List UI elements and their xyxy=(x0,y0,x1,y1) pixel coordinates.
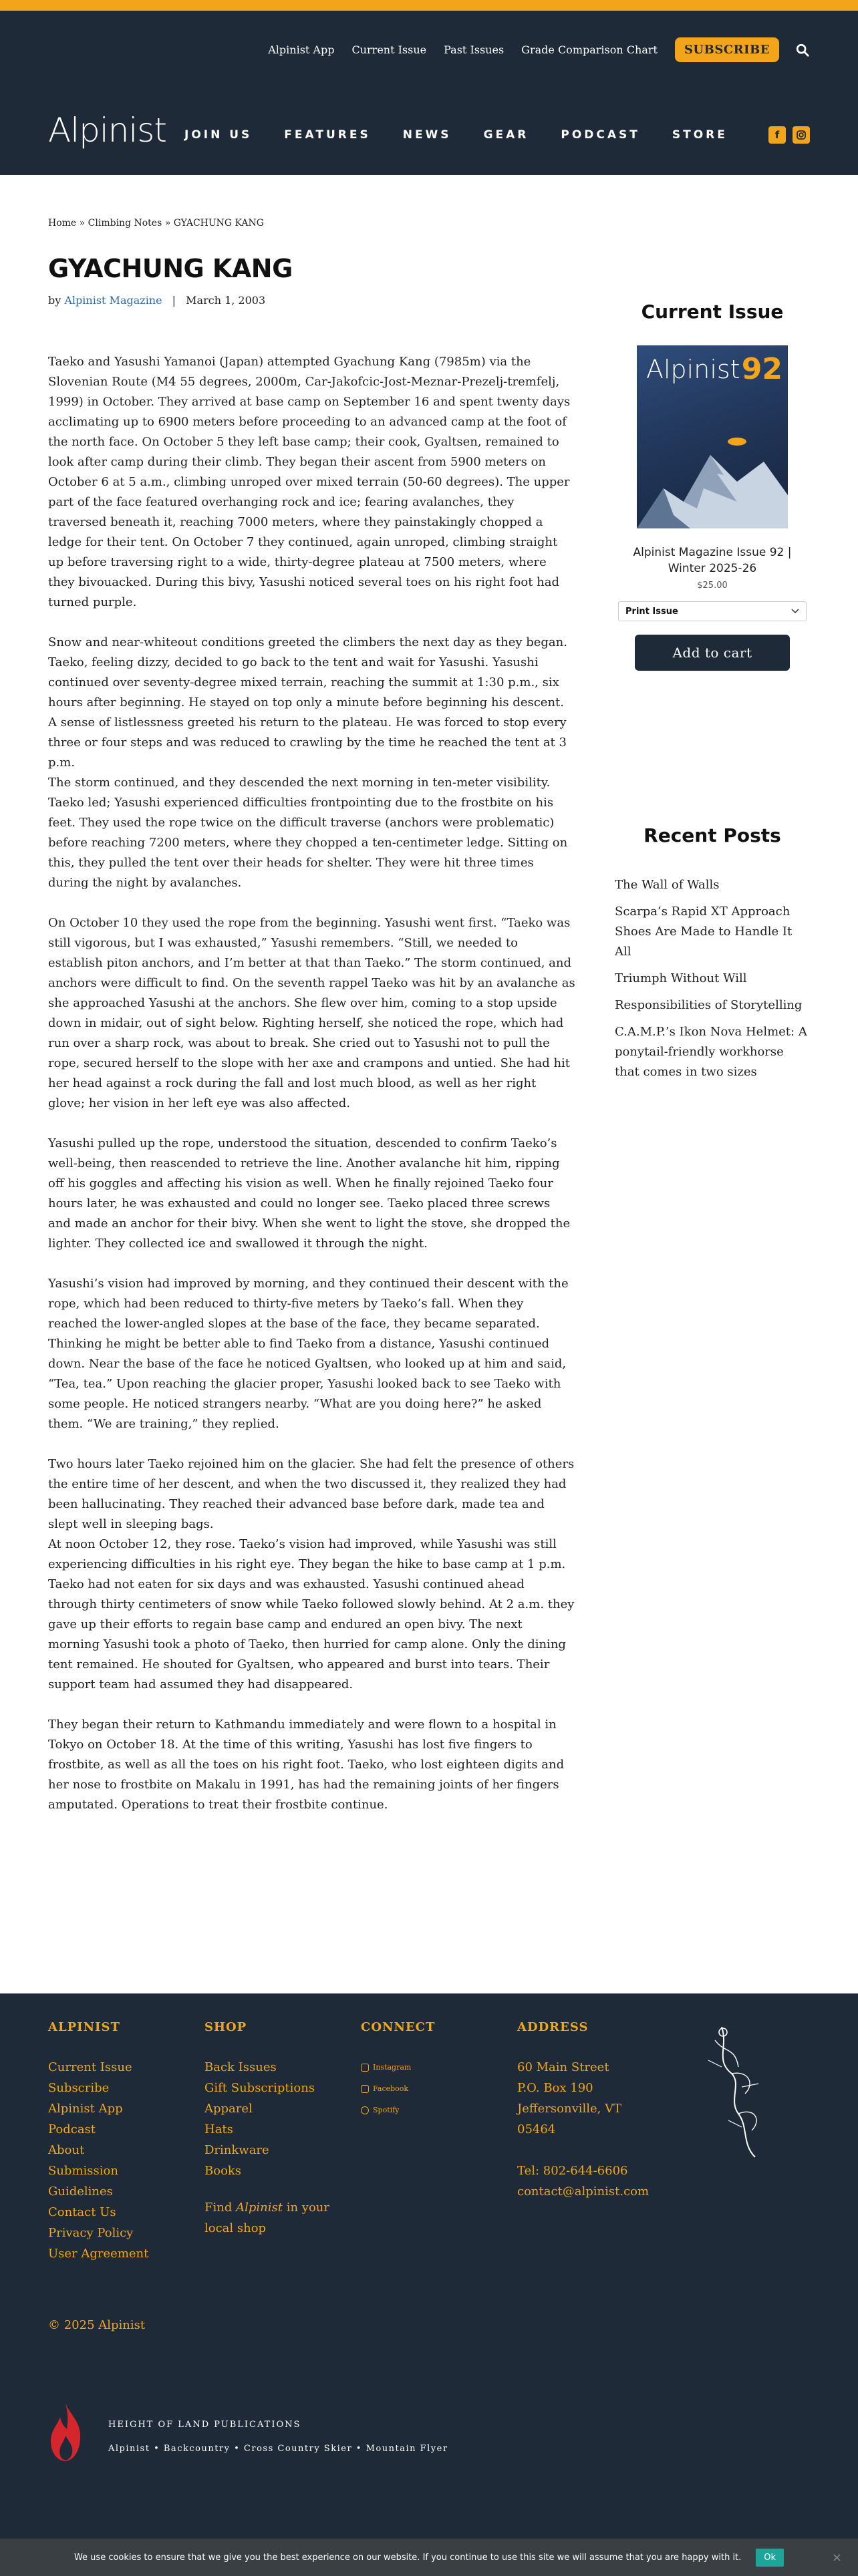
publisher-titles: Alpinist • Backcountry • Cross Country Skier • Mountain Flyer xyxy=(108,2444,448,2454)
facebook-icon xyxy=(361,2085,369,2093)
chevron-down-icon xyxy=(791,609,799,614)
cookie-ok-button[interactable]: Ok xyxy=(756,2549,784,2567)
footer-heading-address: ADDRESS xyxy=(517,2020,589,2034)
subscribe-button[interactable]: SUBSCRIBE xyxy=(675,37,779,62)
site-footer xyxy=(0,1993,858,2576)
author-prefix: by xyxy=(48,294,61,307)
util-link-past-issues[interactable]: Past Issues xyxy=(444,43,505,56)
article-paragraph: Yasushi pulled up the rope, understood the situation, descended to confirm Taeko’s well-being, then reascended to retrieve the line. Another avalanche hit him, ripping off his goggles and affecting his vision as well. When he finally rejoined Taeko four hours later, he was exhausted and could no longer see. Taeko placed three screws and made an anchor for their bivy. When she went to light the stove, she dropped the lighter. They collected ice and swallowed it through the night. xyxy=(48,1136,571,1251)
footer-link-about[interactable]: About xyxy=(48,2143,85,2157)
article-paragraph: Snow and near-whiteout conditions greeted the climbers the next day as they began. Taeko, feeling dizzy, decided to go back to the tent and wait for Yasushi. Yasushi continued over seventy-degree mixed terrain, reaching the summit at 1:30 p.m., six hours after beginning. He stayed on top only a minute before beginning his descent. A sense of listlessness greeted his return to the plateau. He was forced to stop every three or four steps and was reduced to crawling by the time he reached the tent at 3 p.m. xyxy=(48,635,567,770)
util-link-grade-chart[interactable]: Grade Comparison Chart xyxy=(521,43,658,56)
cover-number: 92 xyxy=(741,352,782,386)
list-item xyxy=(615,875,810,895)
footer-email-link[interactable]: contact@alpinist.com xyxy=(517,2185,650,2199)
footer-link-subscribe[interactable]: Subscribe xyxy=(48,2081,110,2095)
facebook-icon[interactable]: f xyxy=(768,126,786,144)
footer-link-submission-guidelines[interactable]: Submission Guidelines xyxy=(48,2164,118,2199)
article-paragraph: Taeko and Yasushi Yamanoi (Japan) attempted Gyachung Kang (7985m) via the Slovenian Route (M4 55 degrees, 2000m, Car-Jakofcic-Jost-Meznar-Prezelj-tremfelj, 1999) in October. They arrived at base camp on September 16 and spent twenty days acclimating up to 6900 meters before proceeding to an advanced camp at the foot of the north face. On October 5 they left base camp; their cook, Gyaltsen, remained to look after camp during their climb. They began their ascent from 5900 meters on October 6 at 5 a.m., climbing unroped over mixed terrain (50-60 degrees). The upper part of the face featured overhanging rock and ice; fearing avalanches, they traversed beneath it, reaching 7000 meters, where they painstakingly chopped a ledge for their tent. On October 7 they continued, again unroped, climbing straight up before traversing right to a wide, thirty-degree plateau at 7500 meters, where they bivouacked. During this bivy, Yasushi noticed several toes on his right foot had turned purple. xyxy=(48,355,571,609)
footer-col-alpinist xyxy=(48,2020,148,2264)
footer-link-hats[interactable]: Hats xyxy=(204,2122,233,2136)
footer-link-user-agreement[interactable]: User Agreement xyxy=(48,2247,149,2261)
article-title: GYACHUNG KANG xyxy=(48,254,293,283)
article-paragraph: At noon October 12, they rose. Taeko’s vision had improved, while Yasushi was still experiencing difficulties in his right eye. They began the hike to base camp at 1 p.m. Taeko had not eaten for six days and was exhausted. Yasushi continued ahead through thirty centimeters of snow while Taeko followed slowly behind. At 2 a.m. they gave up their efforts to regain base camp and endured an open bivy. The next morning Yasushi took a photo of Taeko, then hurried for camp alone. Only the dining tent remained. He shouted for Gyaltsen, who appeared and burst into tears. Their support team had assumed they had disappeared. xyxy=(48,1537,575,1692)
footer-copyright: © 2025 Alpinist xyxy=(48,2318,146,2332)
footer-link-podcast[interactable]: Podcast xyxy=(48,2122,96,2136)
footer-facebook-link[interactable] xyxy=(361,2078,435,2100)
footer-link-drinkware[interactable]: Drinkware xyxy=(204,2143,269,2157)
nav-store[interactable]: STORE xyxy=(672,128,728,142)
footer-spotify-label: Spotify xyxy=(373,2106,400,2114)
site-header xyxy=(0,11,858,175)
address-line: 05464 xyxy=(517,2122,556,2136)
recent-post-link[interactable]: Triumph Without Will xyxy=(615,971,747,985)
search-icon[interactable] xyxy=(795,43,810,57)
instagram-icon[interactable] xyxy=(793,126,810,144)
footer-link-books[interactable]: Books xyxy=(204,2164,242,2178)
find-prefix: Find xyxy=(204,2201,233,2215)
author-link[interactable]: Alpinist Magazine xyxy=(64,294,162,307)
nav-features[interactable]: FEATURES xyxy=(284,128,371,142)
publish-date: March 1, 2003 xyxy=(186,294,266,307)
nav-gear[interactable]: GEAR xyxy=(483,128,529,142)
footer-link-back-issues[interactable]: Back Issues xyxy=(204,2060,277,2074)
main-nav xyxy=(184,128,728,142)
breadcrumb-current: GYACHUNG KANG xyxy=(173,218,264,228)
footer-link-contact-us[interactable]: Contact Us xyxy=(48,2205,116,2219)
breadcrumb-climbing-notes[interactable]: Climbing Notes xyxy=(88,218,162,228)
add-to-cart-button[interactable]: Add to cart xyxy=(635,635,790,671)
footer-link-apparel[interactable]: Apparel xyxy=(204,2102,253,2116)
footer-heading-alpinist: ALPINIST xyxy=(48,2020,120,2034)
article-paragraph: Two hours later Taeko rejoined him on the glacier. She had felt the presence of others the entire time of her descent, and when the two discussed it, they realized they had been hallucinating. They reached their advanced base before dark, made tea and slept well in sleeping bags. xyxy=(48,1457,575,1531)
cover-mountain-illustration xyxy=(637,415,788,528)
footer-facebook-label: Facebook xyxy=(373,2084,409,2093)
meta-separator: | xyxy=(172,294,176,307)
header-social xyxy=(768,126,810,144)
footer-heading-connect: CONNECT xyxy=(361,2020,436,2034)
issue-cover-image[interactable] xyxy=(637,345,788,528)
footer-link-find-local-shop[interactable] xyxy=(204,2197,338,2239)
top-accent-stripe xyxy=(0,0,858,11)
article-paragraph: The storm continued, and they descended the next morning in ten-meter visibility. Taeko led; Yasushi experienced difficulties frontpointing due to the frostbite on his feet. They used the rope twice on the difficult traverse (anchors were problematic) before reaching 7200 meters, where they chopped a ten-centimeter ledge. Sitting on this, they pulled the tent over their heads for shelter. They were hit three times during the night by avalanches. xyxy=(48,776,568,890)
breadcrumb-home[interactable]: Home xyxy=(48,218,77,228)
article-body xyxy=(48,352,576,1815)
cookie-banner xyxy=(0,2539,858,2576)
list-item xyxy=(615,1022,810,1082)
publisher-name: HEIGHT OF LAND PUBLICATIONS xyxy=(108,2420,301,2430)
format-selected-value: Print Issue xyxy=(625,606,678,617)
address-line: 60 Main Street xyxy=(517,2060,609,2074)
instagram-icon xyxy=(361,2064,369,2072)
util-link-current-issue[interactable]: Current Issue xyxy=(351,43,427,56)
flame-logo-icon[interactable] xyxy=(48,2402,83,2462)
recent-post-link[interactable]: Responsibilities of Storytelling xyxy=(615,998,803,1012)
util-link-alpinist-app[interactable]: Alpinist App xyxy=(268,43,335,56)
current-issue-heading: Current Issue xyxy=(641,301,784,323)
recent-post-link[interactable]: Scarpa’s Rapid XT Approach Shoes Are Made to Handle It All xyxy=(615,905,793,959)
recent-post-link[interactable]: C.A.M.P.’s Ikon Nova Helmet: A ponytail-friendly workhorse that comes in two sizes xyxy=(615,1025,807,1079)
list-item xyxy=(615,902,810,962)
footer-link-alpinist-app[interactable]: Alpinist App xyxy=(48,2102,123,2116)
address-line: Jeffersonville, VT xyxy=(517,2102,622,2116)
list-item xyxy=(615,995,810,1015)
footer-heading-shop: SHOP xyxy=(204,2020,247,2034)
sidebar-current-issue xyxy=(615,301,810,671)
product-price: $25.00 xyxy=(697,581,728,591)
footer-link-current-issue[interactable]: Current Issue xyxy=(48,2060,132,2074)
recent-posts-list xyxy=(615,875,810,1089)
article-paragraph: Yasushi’s vision had improved by morning, and they continued their descent with the rope, which had been reduced to thirty-five meters by Taeko’s fall. When they reached the lower-angled slopes at the base of the face, they became separated. Thinking he might be better able to find Taeko from a distance, Yasushi continued down. Near the base of the face he noticed Gyaltsen, who looked up at him and said, “Tea, tea.” Upon reaching the glacier proper, Yasushi looked back to see Taeko with some people. He noticed strangers nearby. “What are you doing here?” he asked them. “We are training,” they replied. xyxy=(48,1277,569,1431)
article-paragraph: They began their return to Kathmandu immediately and were flown to a hospital in Tokyo on October 18. At the time of this writing, Yasushi has lost five fingers to frostbite, as well as all the toes on his right foot. Taeko, who lost eighteen digits and her nose to frostbite on Makalu in 1991, has had the remaining joints of her fingers amputated. Operations to treat their frostbite continue. xyxy=(48,1718,565,1812)
footer-col-connect xyxy=(361,2020,435,2121)
nav-join-us[interactable]: JOIN US xyxy=(184,128,253,142)
cover-title: Alpinist xyxy=(646,355,740,384)
list-item xyxy=(615,969,810,989)
footer-instagram-link[interactable] xyxy=(361,2057,435,2078)
recent-post-link[interactable]: The Wall of Walls xyxy=(615,878,720,892)
climber-illustration xyxy=(702,2020,775,2160)
breadcrumb-separator: » xyxy=(164,218,174,228)
find-suffix: in your local shop xyxy=(204,2201,329,2235)
footer-link-privacy-policy[interactable]: Privacy Policy xyxy=(48,2226,134,2240)
article-paragraph: On October 10 they used the rope from the beginning. Yasushi went first. “Taeko was still vigorous, but I was exhausted,” Yasushi remembers. “Still, we needed to establish piton anchors, and I’m better at that than Taeko.” The storm continued, and anchors were difficult to find. On the seventh rappel Taeko was hit by an avalanche as she approached Yasushi at the anchors. She flew over him, coming to a stop upside down in midair, out of sight below. Righting herself, she noticed the rope, which had run over a sharp rock, was about to break. She cried out to Yasushi not to pull the rope, secured herself to the slope with her axe and crampons and untied. She had hit her head against a rock during the fall and lost much blood, as well as her right glove; her vision in her left eye was also affected. xyxy=(48,916,575,1110)
footer-col-shop xyxy=(204,2020,338,2239)
footer-instagram-label: Instagram xyxy=(373,2063,412,2072)
article-meta xyxy=(48,294,265,307)
close-icon[interactable]: × xyxy=(831,2551,842,2565)
product-title[interactable]: Alpinist Magazine Issue 92 | Winter 2025-26 xyxy=(633,546,792,575)
spotify-icon xyxy=(361,2106,369,2114)
cookie-message: We use cookies to ensure that we give you the best experience on our website. If you continue to use this site we will assume that you are happy with it. xyxy=(74,2552,742,2563)
nav-podcast[interactable]: PODCAST xyxy=(561,128,640,142)
site-logo[interactable]: Alpinist xyxy=(48,111,166,150)
find-alpinist: Alpinist xyxy=(236,2201,283,2215)
footer-telephone: Tel: 802-644-6606 xyxy=(517,2164,628,2178)
footer-spotify-link[interactable] xyxy=(361,2100,435,2121)
breadcrumb xyxy=(48,218,264,228)
breadcrumb-separator: » xyxy=(79,218,88,228)
utility-nav xyxy=(268,37,810,62)
address-line: P.O. Box 190 xyxy=(517,2081,593,2095)
format-select[interactable] xyxy=(618,601,807,621)
footer-col-address xyxy=(517,2020,649,2202)
nav-news[interactable]: NEWS xyxy=(402,128,452,142)
footer-link-gift-subscriptions[interactable]: Gift Subscriptions xyxy=(204,2081,315,2095)
recent-posts-heading: Recent Posts xyxy=(644,824,781,846)
